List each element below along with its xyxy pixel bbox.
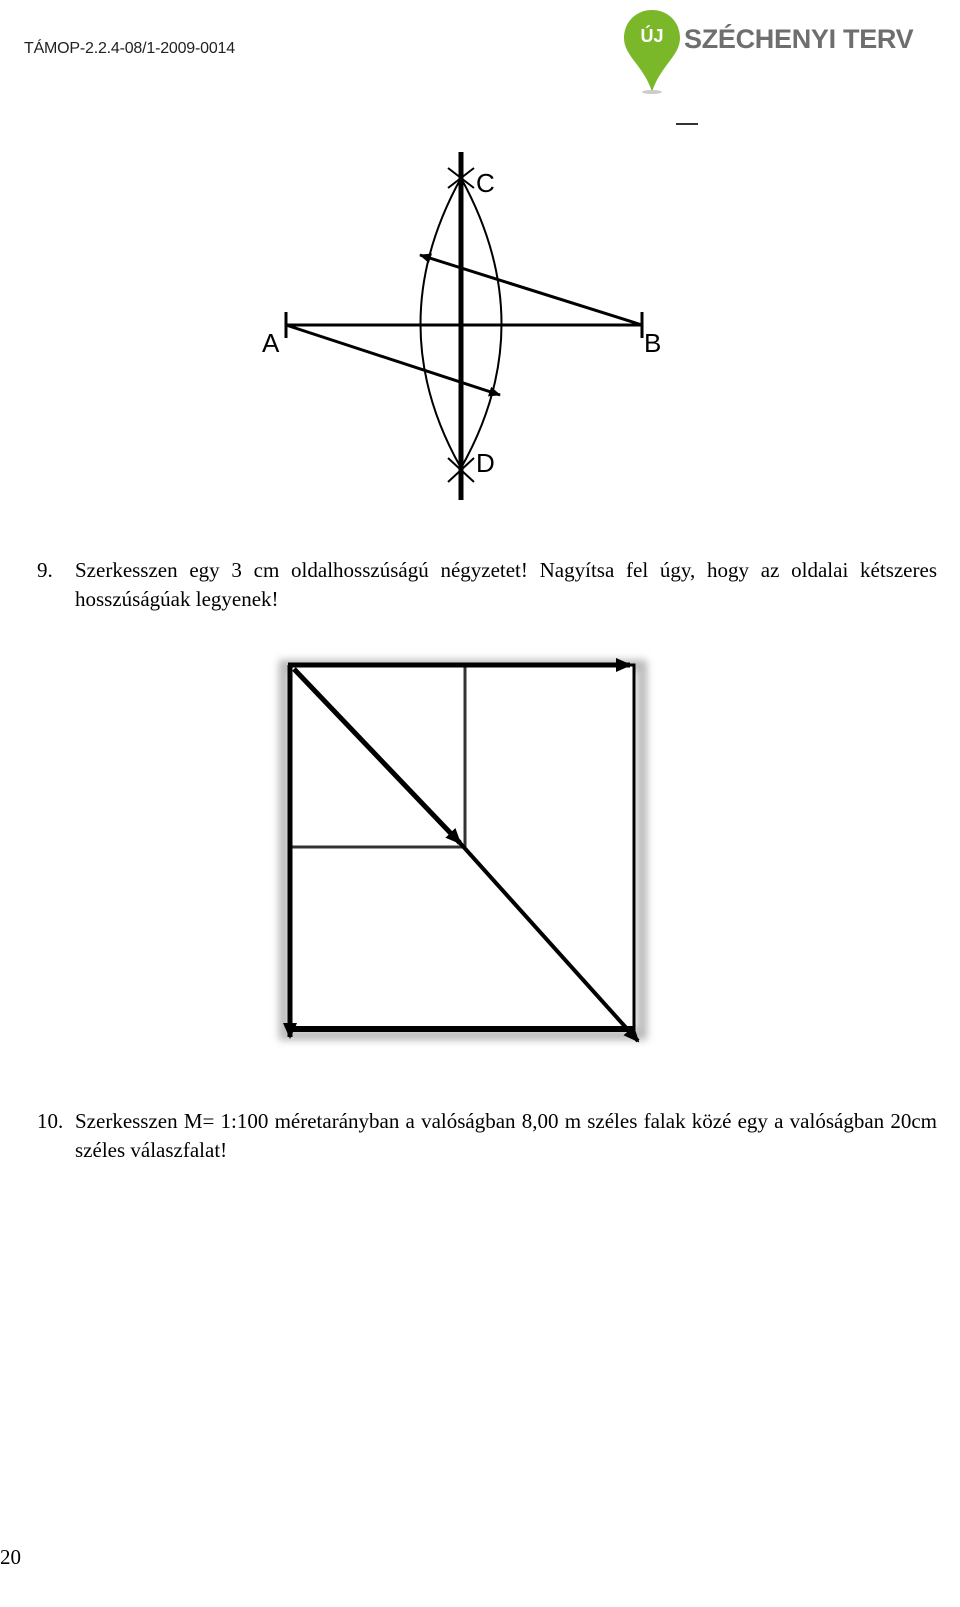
task-9-text: Szerkesszen egy 3 cm oldalhosszúságú négyzetet! Nagyítsa fel úgy, hogy az oldalai kétszeres hosszúságúak legyenek! [75,558,937,611]
project-code: TÁMOP-2.2.4-08/1-2009-0014 [24,40,235,57]
label-a: A [262,328,280,358]
logo-text: SZÉCHENYI TERV [684,24,914,54]
label-b: B [644,328,662,358]
arrow-a-to-right-arc [286,325,500,395]
task-10 [37,1107,937,1167]
arrow-b-to-left-arc [420,255,642,325]
logo-pin-text: ÚJ [640,26,664,46]
page-number: 20 [0,1545,21,1569]
task-9-number: 9. [37,558,53,582]
label-d: D [476,448,495,478]
task-10-text: Szerkesszen M= 1:100 méretarányban a valóságban 8,00 m széles falak közé egy a valóságban 20cm széles válaszfalat! [75,1109,937,1162]
perpendicular-bisector-figure [250,140,690,520]
stray-mark [676,123,698,125]
arc-right [461,178,502,468]
square-enlargement-figure [270,645,660,1065]
arc-left [421,178,462,468]
location-pin-icon [622,8,682,94]
task-9 [37,556,937,616]
label-c: C [476,168,495,198]
task-10-number: 10. [37,1109,64,1133]
szechenyi-terv-logo [622,4,914,94]
